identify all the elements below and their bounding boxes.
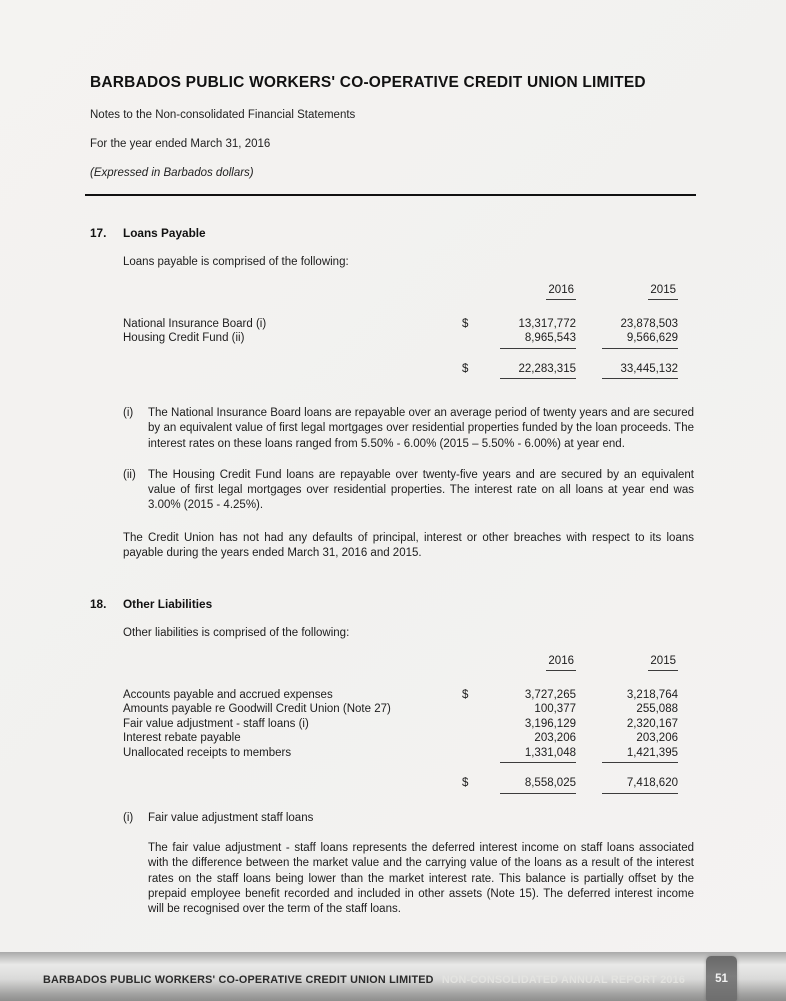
section-18-number: 18. xyxy=(90,597,107,612)
page-content xyxy=(90,0,694,918)
footer-bar xyxy=(0,952,786,1001)
subtitle-notes: Notes to the Non-consolidated Financial Statements xyxy=(90,109,356,121)
table-row: Amounts payable re Goodwill Credit Union (Note 27) 100,377 255,088 xyxy=(123,703,678,716)
table-header-row xyxy=(90,283,694,300)
table-total-row: $ 8,558,025 7,418,620 xyxy=(90,776,694,794)
note-marker: (ii) xyxy=(123,468,136,481)
table-row: National Insurance Board (i) $ 13,317,772 23,878,503 xyxy=(123,317,678,330)
section-18-note-body: The fair value adjustment - staff loans represents the deferred interest income on staff loans associated with the difference between the market value and the carrying value of the loans as a result of the interest rates on the staff loans being lower than the market interest rate. This balance is partially offset by the prepaid employee benefit recorded and included in other assets (Note 15). The deferred interest income will be recognised over the term of the staff loans. xyxy=(148,842,694,916)
dollar-sign: $ xyxy=(462,688,469,701)
note-heading-text: Fair value adjustment staff loans xyxy=(148,811,314,824)
table-row: Fair value adjustment - staff loans (i) 3,196,129 2,320,167 xyxy=(123,717,678,730)
dollar-sign: $ xyxy=(462,317,469,330)
section-18-note-heading xyxy=(123,811,694,826)
loans-payable-table xyxy=(90,283,694,379)
column-header-2016: 2016 xyxy=(484,654,576,671)
note-text: The National Insurance Board loans are repayable over an average period of twenty years and are secured by an equivalent value of first legal mortgages over residential properties funded by the loan proceeds. The interest rates on these loans ranged from 5.50% - 6.00% (2015 – 5.50% - 6.00%) at year end. xyxy=(148,407,694,450)
section-18-intro: Other liabilities is comprised of the following: xyxy=(123,627,350,640)
subtitle-period: For the year ended March 31, 2016 xyxy=(90,138,271,150)
section-17-heading xyxy=(90,226,694,240)
dollar-sign: $ xyxy=(462,777,469,790)
header-divider xyxy=(85,194,696,196)
other-liabilities-table xyxy=(90,654,694,794)
column-header-2015: 2015 xyxy=(586,654,678,671)
table-total-row: $ 22,283,315 33,445,132 xyxy=(90,362,694,380)
footer-report-title: NON-CONSOLIDATED ANNUAL REPORT 2016 xyxy=(441,973,686,986)
section-17-closing-paragraph: The Credit Union has not had any defaults of principal, interest or other breaches with respect to its loans payable during the years ended March 31, 2016 and 2015. xyxy=(123,531,694,560)
note-text: The Housing Credit Fund loans are repayable over twenty-five years and are secured by an equivalent value of first legal mortgages over residential properties. The interest rate on all loans at year end was 3.00% (2015 - 4.25%). xyxy=(148,468,694,512)
section-17-title: Loans Payable xyxy=(123,226,206,240)
section-18-heading xyxy=(90,597,694,611)
note-i xyxy=(123,406,694,452)
note-marker: (i) xyxy=(123,811,134,824)
footer-company: BARBADOS PUBLIC WORKERS' CO-OPERATIVE CREDIT UNION LIMITED xyxy=(43,973,434,986)
table-row: Interest rebate payable 203,206 203,206 xyxy=(123,732,678,745)
page-number: 51 xyxy=(715,972,728,985)
section-17-intro: Loans payable is comprised of the following: xyxy=(123,256,349,268)
column-header-2015: 2015 xyxy=(586,283,678,300)
section-17-number: 17. xyxy=(90,226,107,240)
dollar-sign: $ xyxy=(462,362,469,375)
table-row: Accounts payable and accrued expenses $ 3,727,265 3,218,764 xyxy=(123,688,678,701)
column-header-2016: 2016 xyxy=(484,283,576,300)
page-number-badge xyxy=(706,956,737,1001)
table-row: Unallocated receipts to members 1,331,048 1,421,395 xyxy=(90,746,694,764)
note-ii xyxy=(123,468,694,514)
subtitle-currency: (Expressed in Barbados dollars) xyxy=(90,167,254,179)
footer-text xyxy=(43,974,685,986)
note-marker: (i) xyxy=(123,407,134,419)
table-header-row xyxy=(90,654,694,671)
table-row: Housing Credit Fund (ii) 8,965,543 9,566,629 xyxy=(90,331,694,349)
document-title: BARBADOS PUBLIC WORKERS' CO-OPERATIVE CREDIT UNION LIMITED xyxy=(90,74,646,91)
section-18-title: Other Liabilities xyxy=(123,597,213,612)
